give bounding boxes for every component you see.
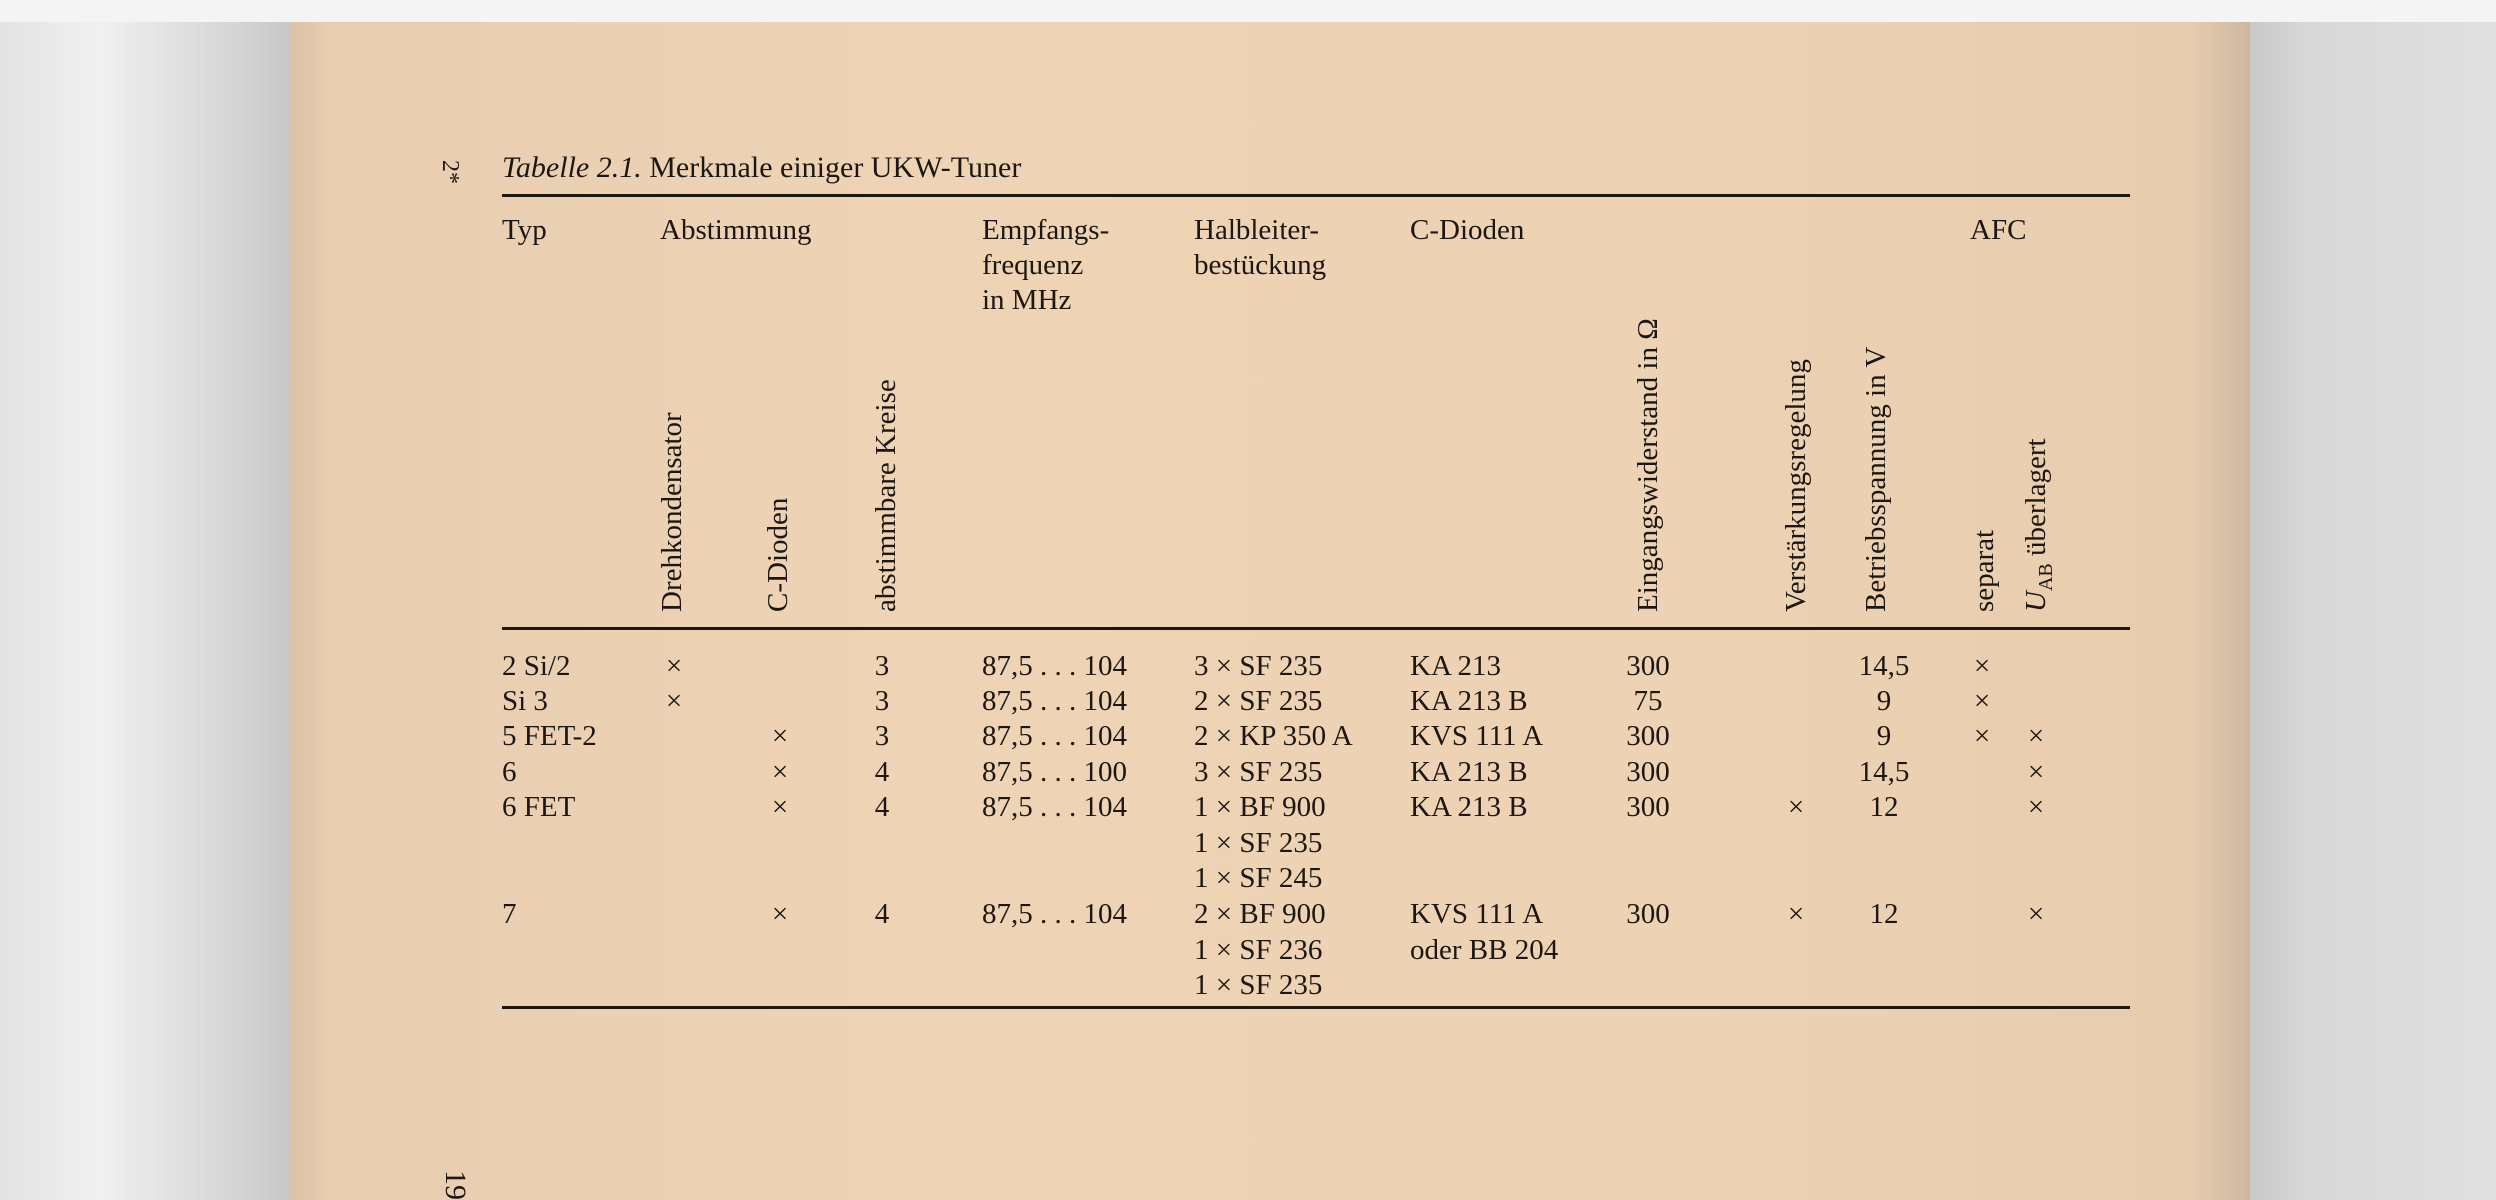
header-drehkondensator: Drehkondensator	[656, 412, 688, 612]
cell-spannung: 9	[1876, 685, 1892, 717]
cell-spannung: 9	[1876, 720, 1892, 752]
signature-mark: 2*	[437, 160, 463, 184]
header-empfang-line3: in MHz	[982, 284, 1072, 316]
cell-typ: 6	[502, 756, 517, 788]
header-empfang-line2: frequenz	[982, 249, 1084, 281]
cell-dioden: KA 213 B	[1410, 756, 1528, 788]
cell-halb: 3 × SF 235	[1194, 756, 1323, 788]
uab-subscript: AB	[2034, 563, 2057, 592]
page-edge-shadow	[2250, 22, 2496, 1200]
table-caption	[502, 150, 1021, 186]
cell-spannung: 12	[1869, 898, 1899, 930]
header-c-dioden-sub: C-Dioden	[762, 497, 794, 612]
bottom-rule	[502, 1006, 2130, 1009]
cell-freq: 87,5 . . . 104	[982, 791, 1127, 823]
cell-kreise: 4	[874, 791, 890, 823]
cell-uab: ×	[2027, 756, 2045, 788]
cell-dreh: ×	[665, 650, 683, 682]
cell-cdio: ×	[771, 720, 789, 752]
scanner-top-strip	[0, 0, 2496, 22]
cell-freq: 87,5 . . . 104	[982, 685, 1127, 717]
cell-halb: 2 × KP 350 A	[1194, 720, 1353, 752]
header-halbleiter-line2: bestückung	[1194, 249, 1327, 281]
cell-halb: 1 × SF 235	[1194, 969, 1323, 1001]
uab-suffix: überlagert	[2020, 438, 2052, 564]
cell-spannung: 14,5	[1858, 650, 1910, 682]
cell-cdio: ×	[771, 791, 789, 823]
cell-kreise: 4	[874, 898, 890, 930]
cell-spannung: 12	[1869, 791, 1899, 823]
header-betriebsspannung: Betriebsspannung in V	[1860, 346, 1892, 612]
cell-halb: 1 × BF 900	[1194, 791, 1326, 823]
cell-separat: ×	[1973, 685, 1991, 717]
cell-dioden: KVS 111 A	[1410, 898, 1544, 930]
cell-separat: ×	[1973, 720, 1991, 752]
cell-cdio: ×	[771, 898, 789, 930]
header-halbleiter-line1: Halbleiter-	[1194, 214, 1320, 246]
page-number: 19	[439, 1170, 472, 1200]
header-afc: AFC	[1970, 214, 2027, 246]
header-halbleiter	[1194, 213, 1326, 283]
cell-typ: 6 FET	[502, 791, 576, 823]
cell-uab: ×	[2027, 720, 2045, 752]
caption-label: Tabelle 2.1.	[502, 151, 642, 184]
cell-eingang: 75	[1633, 685, 1663, 717]
cell-eingang: 300	[1626, 650, 1670, 682]
cell-eingang: 300	[1626, 756, 1670, 788]
cell-halb: 2 × SF 235	[1194, 685, 1323, 717]
cell-typ: 2 Si/2	[502, 650, 571, 682]
cell-halb: 2 × BF 900	[1194, 898, 1326, 930]
cell-freq: 87,5 . . . 104	[982, 898, 1127, 930]
cell-eingang: 300	[1626, 720, 1670, 752]
header-uab-ueberlagert	[2019, 192, 2057, 612]
cell-eingang: 300	[1626, 791, 1670, 823]
book-page	[290, 22, 2250, 1200]
header-typ: Typ	[502, 214, 547, 246]
cell-freq: 87,5 . . . 104	[982, 720, 1127, 752]
cell-typ: 5 FET-2	[502, 720, 597, 752]
header-c-dioden: C-Dioden	[1410, 214, 1525, 246]
cell-uab: ×	[2027, 791, 2045, 823]
cell-kreise: 3	[874, 650, 890, 682]
header-empfangsfrequenz	[982, 213, 1109, 318]
cell-freq: 87,5 . . . 104	[982, 650, 1127, 682]
cell-halb: 1 × SF 235	[1194, 826, 1323, 859]
cell-halb: 1 × SF 245	[1194, 862, 1323, 894]
cell-verst: ×	[1787, 791, 1805, 823]
header-eingangswiderstand: Eingangswiderstand in Ω	[1632, 318, 1664, 612]
header-abstimmung: Abstimmung	[660, 214, 812, 246]
cell-dioden: oder BB 204	[1410, 933, 1559, 966]
cell-separat: ×	[1973, 650, 1991, 682]
header-abstimmbare-kreise: abstimmbare Kreise	[870, 379, 902, 612]
cell-dioden: KA 213	[1410, 650, 1502, 682]
cell-cdio: ×	[771, 756, 789, 788]
cell-dioden: KA 213 B	[1410, 791, 1528, 823]
cell-halb: 1 × SF 236	[1194, 933, 1323, 966]
header-empfang-line1: Empfangs-	[982, 214, 1110, 246]
cell-kreise: 3	[874, 685, 890, 717]
cell-eingang: 300	[1626, 898, 1670, 930]
caption-text: Merkmale einiger UKW-Tuner	[641, 151, 1022, 184]
header-rule	[502, 627, 2130, 630]
cell-dioden: KA 213 B	[1410, 685, 1528, 717]
cell-kreise: 4	[874, 756, 890, 788]
cell-typ: 7	[502, 898, 517, 930]
cell-freq: 87,5 . . . 100	[982, 756, 1127, 788]
cell-typ: Si 3	[502, 685, 548, 717]
cell-uab: ×	[2027, 898, 2045, 930]
cell-spannung: 14,5	[1858, 756, 1910, 788]
cell-verst: ×	[1787, 898, 1805, 930]
cell-dioden: KVS 111 A	[1410, 720, 1544, 752]
cell-dreh: ×	[665, 685, 683, 717]
uab-symbol: U	[2020, 591, 2052, 612]
cell-kreise: 3	[874, 720, 890, 752]
cell-halb: 3 × SF 235	[1194, 650, 1323, 682]
header-verstaerkungsregelung: Verstärkungsregelung	[1780, 359, 1812, 612]
header-separat: separat	[1968, 529, 2000, 612]
